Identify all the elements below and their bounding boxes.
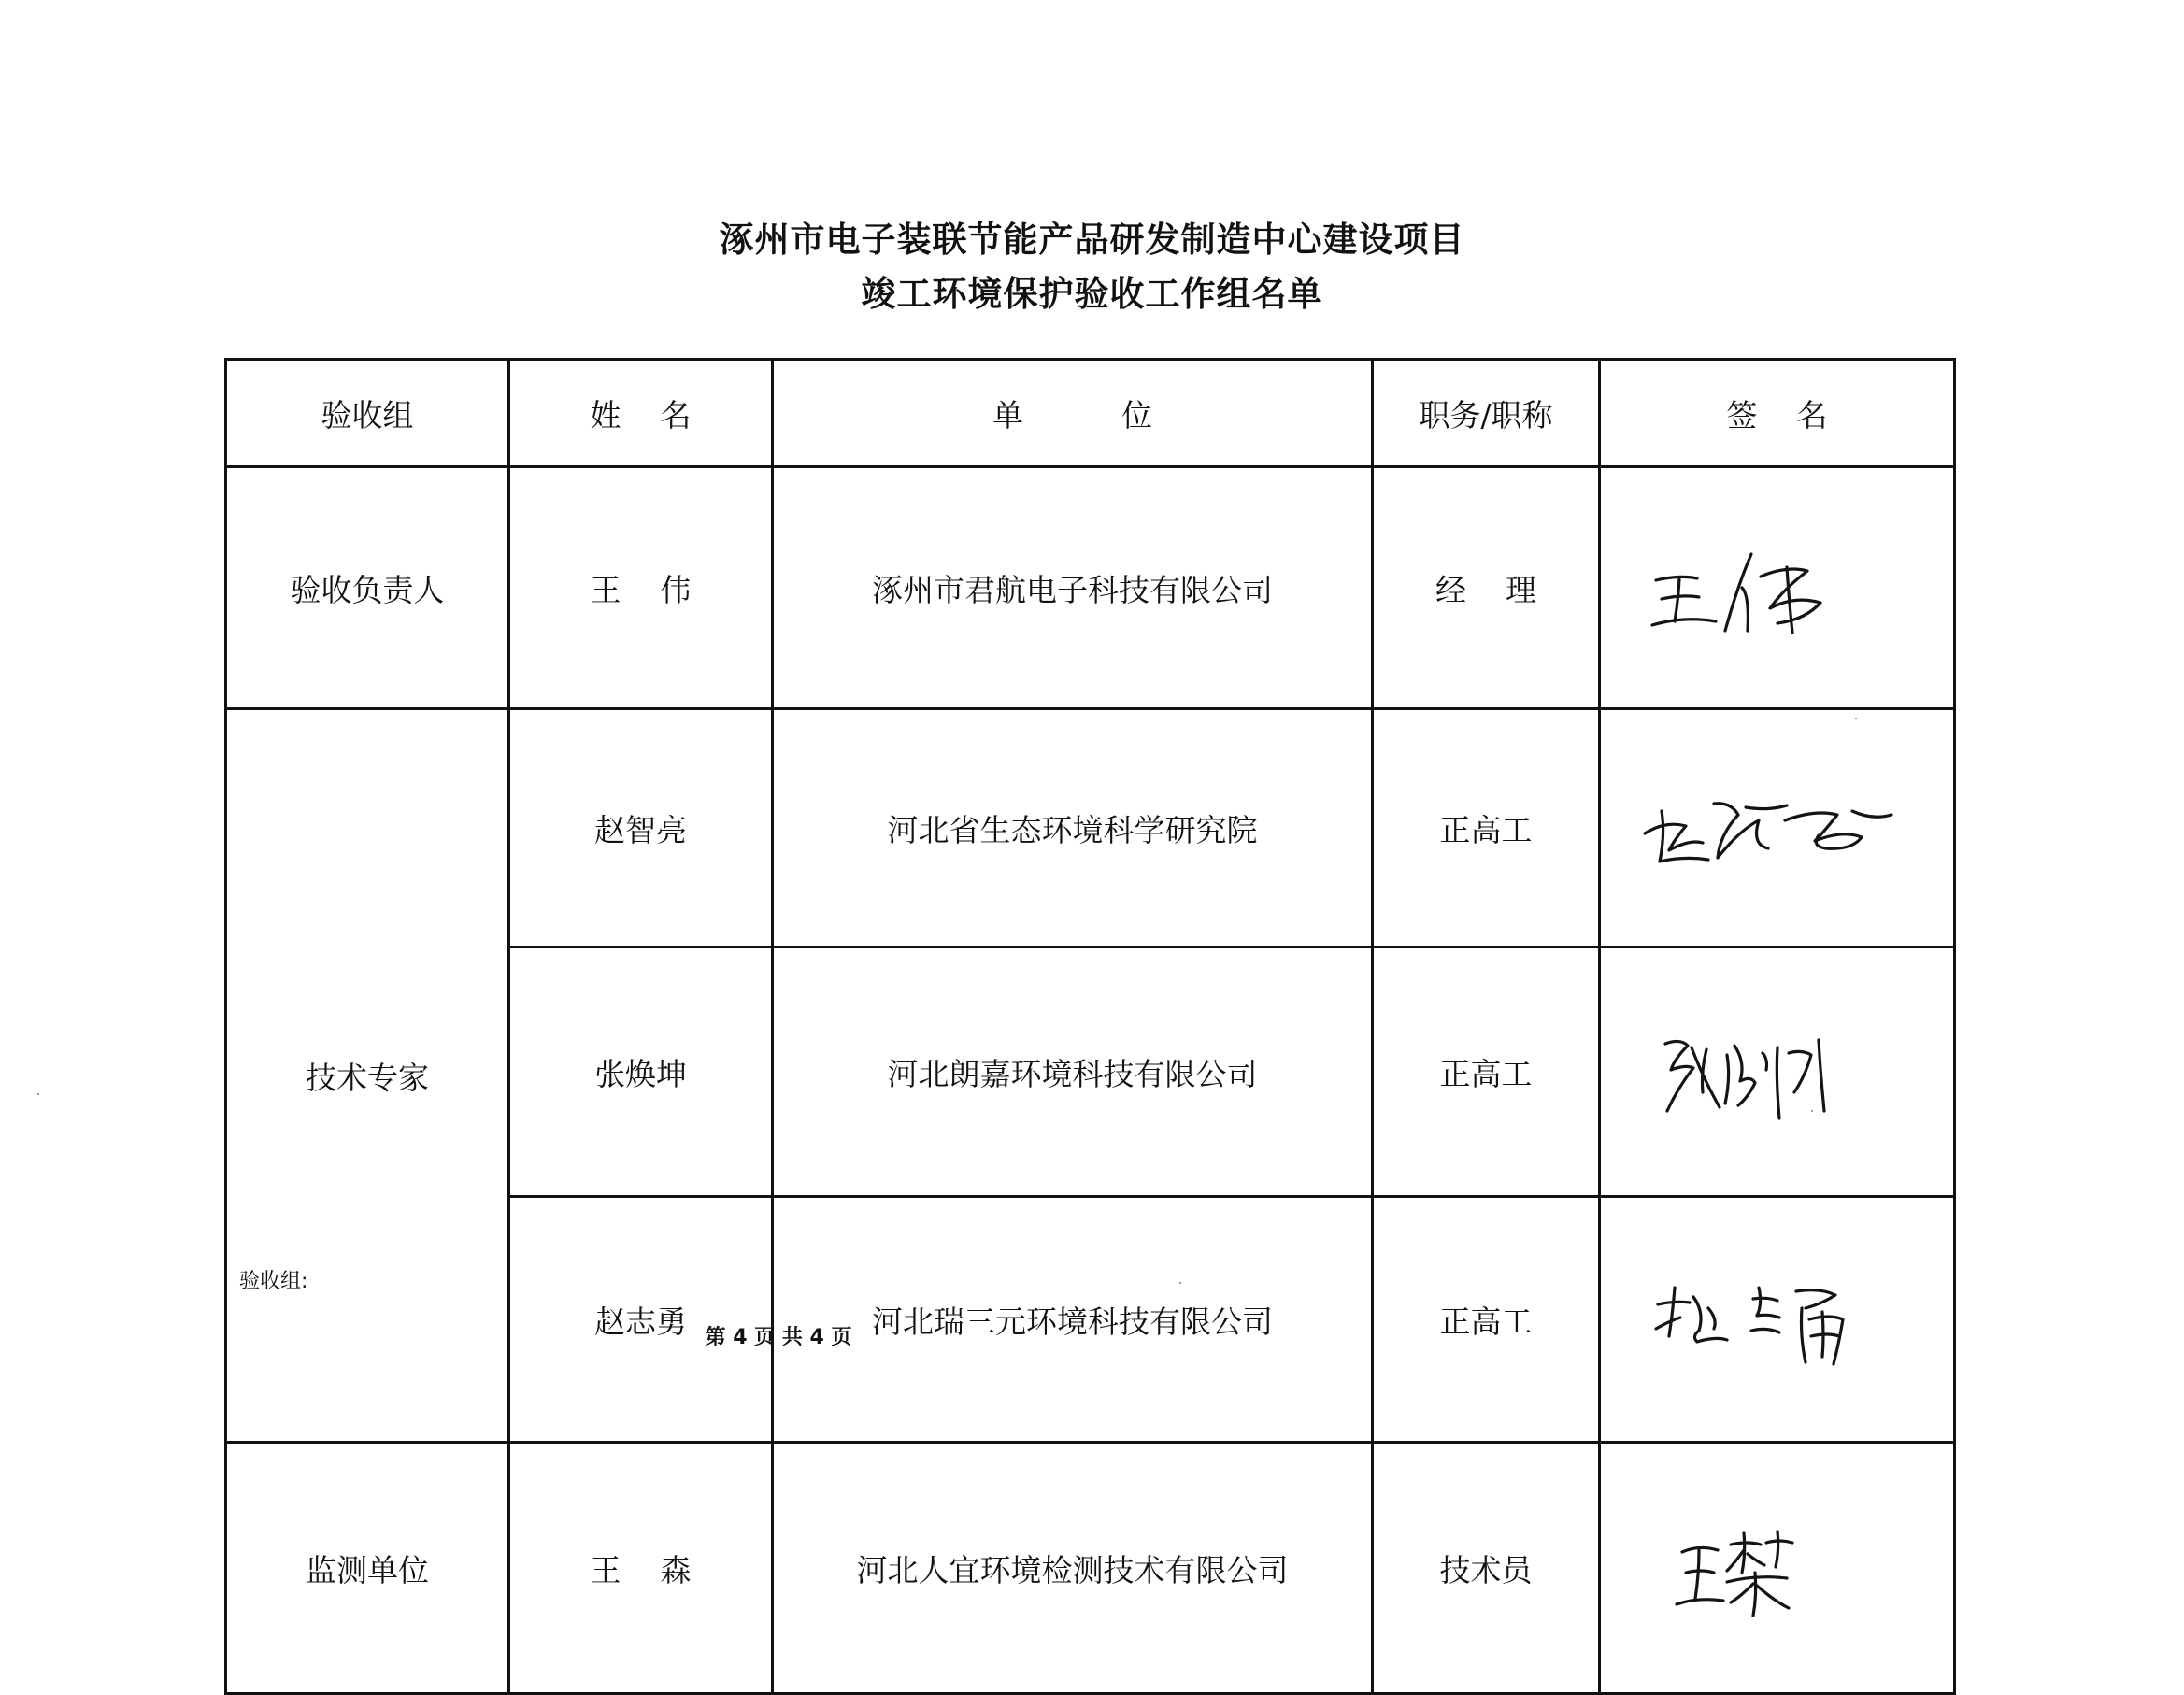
header-group: 验收组 (226, 360, 509, 467)
cell-position: 经 理 (1373, 467, 1600, 709)
page-number: 第 4 页 共 4 页 (705, 1326, 852, 1349)
cell-signature (1600, 467, 1955, 709)
cell-group: 技术专家 (226, 709, 509, 1443)
cell-signature (1600, 1443, 1955, 1694)
cell-name: 赵智亮 (509, 709, 773, 947)
cell-unit: 河北省生态环境科学研究院 (773, 709, 1373, 947)
cell-unit: 涿州市君航电子科技有限公司 (773, 467, 1373, 709)
table-row (226, 1443, 1955, 1694)
header-signature: 签 名 (1600, 360, 1955, 467)
cell-position: 正高工 (1373, 709, 1600, 947)
signature-image (1637, 1021, 1918, 1122)
cell-name: 王 森 (509, 1443, 773, 1694)
acceptance-group-table (224, 358, 1956, 1695)
document-title: 涿州市电子装联节能产品研发制造中心建设项目 (719, 220, 1465, 260)
cell-group: 监测单位 (226, 1443, 509, 1694)
cell-position: 正高工 (1373, 947, 1600, 1197)
signature-image (1628, 783, 1927, 873)
table-header-row (226, 360, 1955, 467)
cell-position: 正高工 (1373, 1197, 1600, 1443)
cell-unit: 河北朗嘉环境科技有限公司 (773, 947, 1373, 1197)
scan-speck (1179, 1282, 1181, 1284)
cell-signature (1600, 1197, 1955, 1443)
scan-speck (37, 1093, 39, 1095)
cell-signature (1600, 709, 1955, 947)
scan-speck (1811, 1110, 1813, 1112)
header-name: 姓 名 (509, 360, 773, 467)
header-unit: 单 位 (773, 360, 1373, 467)
cell-name: 王 伟 (509, 467, 773, 709)
signature-image (1637, 1271, 1918, 1368)
cell-unit: 河北人宜环境检测技术有限公司 (773, 1443, 1373, 1694)
footer-group-label: 验收组: (239, 1270, 308, 1293)
table-row (226, 467, 1955, 709)
cell-name: 张焕坤 (509, 947, 773, 1197)
signature-image (1637, 541, 1918, 634)
header-position: 职务/职称 (1373, 360, 1600, 467)
cell-group: 验收负责人 (226, 467, 509, 709)
cell-unit: 河北瑞三元环境科技有限公司 (773, 1197, 1373, 1443)
table-row (226, 709, 1955, 947)
document-subtitle: 竣工环境保护验收工作组名单 (861, 274, 1323, 314)
cell-position: 技术员 (1373, 1443, 1600, 1694)
signature-image (1637, 1517, 1918, 1619)
cell-signature (1600, 947, 1955, 1197)
scan-speck (1855, 718, 1857, 719)
cell-name: 赵志勇 (509, 1197, 773, 1443)
